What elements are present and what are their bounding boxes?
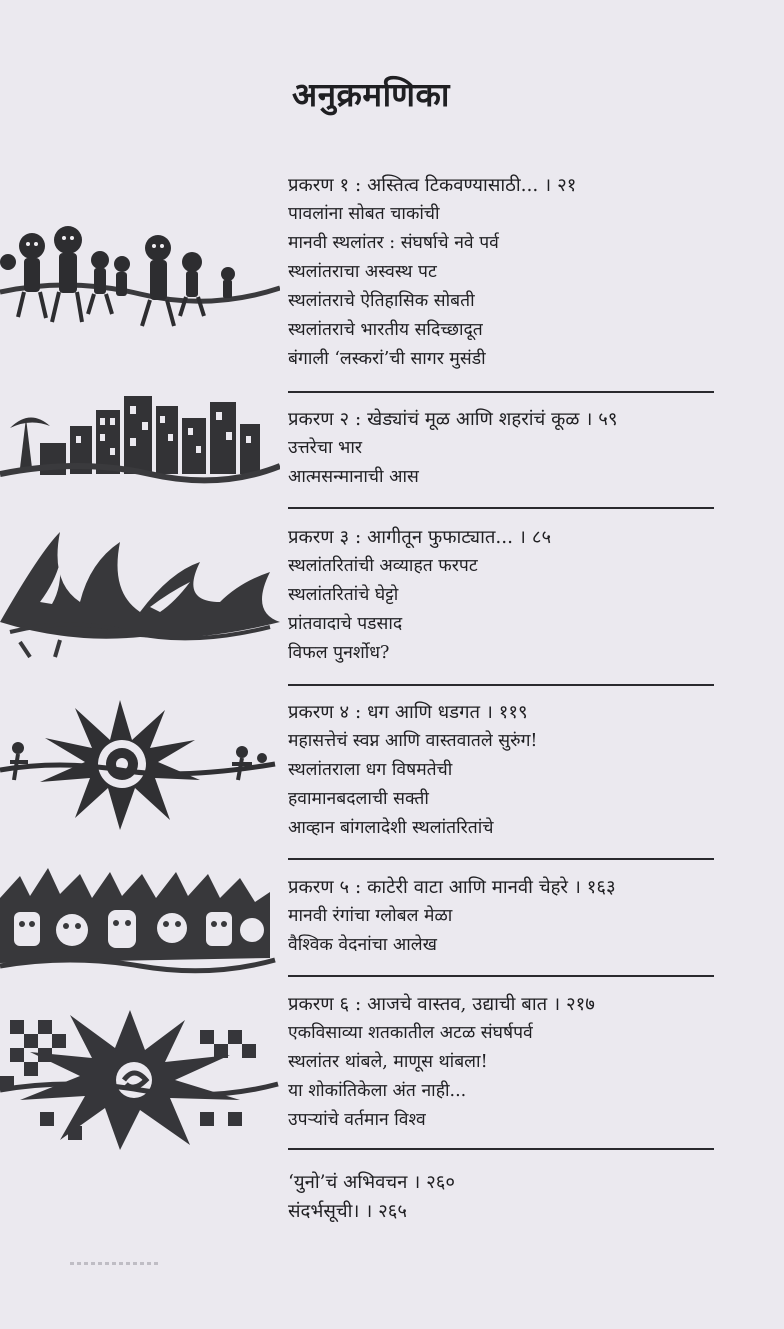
faces-illustration xyxy=(0,868,280,983)
chapter-2-item: आत्मसन्मानाची आस xyxy=(288,467,419,487)
chapter-4-heading: प्रकरण ४ : धग आणि धडगत । ११९ xyxy=(288,702,528,723)
page-title: अनुक्रमणिका xyxy=(292,75,450,114)
chapter-6 xyxy=(288,990,714,1135)
fire-flames-illustration xyxy=(0,532,280,662)
chapter-4 xyxy=(288,698,714,843)
chapter-1-item: मानवी स्थलांतर : संघर्षाचे नवे पर्व xyxy=(288,233,499,253)
chapter-1 xyxy=(288,171,714,374)
back-matter-item: ‘युनो’चं अभिवचन । २६० xyxy=(288,1172,456,1193)
chapter-5-heading: प्रकरण ५ : काटेरी वाटा आणि मानवी चेहरे । १६३ xyxy=(288,877,616,898)
chapter-3 xyxy=(288,523,714,668)
chapter-3-item: प्रांतवादाचे पडसाद xyxy=(288,614,403,634)
chapter-5-item: वैश्विक वेदनांचा आलेख xyxy=(288,935,437,955)
chapter-1-item: स्थलांतराचे भारतीय सदिच्छादूत xyxy=(288,320,483,340)
chapter-3-item: स्थलांतरितांचे घेट्टो xyxy=(288,585,399,605)
city-buildings-illustration xyxy=(0,388,280,493)
chapter-6-item: एकविसाव्या शतकातील अटळ संघर्षपर्व xyxy=(288,1023,533,1043)
chapter-3-item: विफल पुनर्शोध? xyxy=(288,643,390,663)
chapter-4-item: हवामानबदलाची सक्ती xyxy=(288,789,429,809)
back-matter-item: संदर्भसूची। । २६५ xyxy=(288,1201,408,1222)
chapter-divider xyxy=(288,684,714,686)
chapter-divider xyxy=(288,1148,714,1150)
checkered-burst-illustration xyxy=(0,1000,280,1150)
chapter-4-item: स्थलांतराला धग विषमतेची xyxy=(288,760,453,780)
chapter-2-heading: प्रकरण २ : खेड्यांचं मूळ आणि शहरांचं कूळ । ५९ xyxy=(288,409,618,430)
chapter-5 xyxy=(288,873,714,960)
chapter-1-item: स्थलांतराचे ऐतिहासिक सोबती xyxy=(288,291,475,311)
chapter-divider xyxy=(288,975,714,977)
sun-burst-illustration xyxy=(0,700,280,830)
chapter-6-item: उपऱ्यांचे वर्तमान विश्व xyxy=(288,1110,426,1130)
people-walking-illustration xyxy=(0,222,280,332)
chapter-6-item: स्थलांतर थांबले, माणूस थांबला! xyxy=(288,1052,488,1072)
chapter-3-heading: प्रकरण ३ : आगीतून फुफाट्यात... । ८५ xyxy=(288,527,552,548)
back-matter xyxy=(288,1168,714,1226)
scan-smudge xyxy=(70,1262,158,1265)
chapter-2 xyxy=(288,405,714,492)
chapter-divider xyxy=(288,858,714,860)
chapter-1-item: स्थलांतराचा अस्वस्थ पट xyxy=(288,262,437,282)
chapter-1-heading: प्रकरण १ : अस्तित्व टिकवण्यासाठी... । २१ xyxy=(288,175,577,196)
chapter-4-item: महासत्तेचं स्वप्न आणि वास्तवातले सुरुंग! xyxy=(288,731,538,751)
chapter-divider xyxy=(288,507,714,509)
chapter-4-item: आव्हान बांगलादेशी स्थलांतरितांचे xyxy=(288,818,494,838)
chapter-1-item: पावलांना सोबत चाकांची xyxy=(288,204,440,224)
chapter-divider xyxy=(288,391,714,393)
chapter-5-item: मानवी रंगांचा ग्लोबल मेळा xyxy=(288,906,453,926)
chapter-3-item: स्थलांतरितांची अव्याहत फरपट xyxy=(288,556,478,576)
chapter-1-item: बंगाली ‘लस्करां’ची सागर मुसंडी xyxy=(288,349,486,369)
chapter-6-item: या शोकांतिकेला अंत नाही... xyxy=(288,1081,467,1101)
chapter-6-heading: प्रकरण ६ : आजचे वास्तव, उद्याची बात । २१७ xyxy=(288,994,595,1015)
chapter-2-item: उत्तरेचा भार xyxy=(288,438,363,458)
